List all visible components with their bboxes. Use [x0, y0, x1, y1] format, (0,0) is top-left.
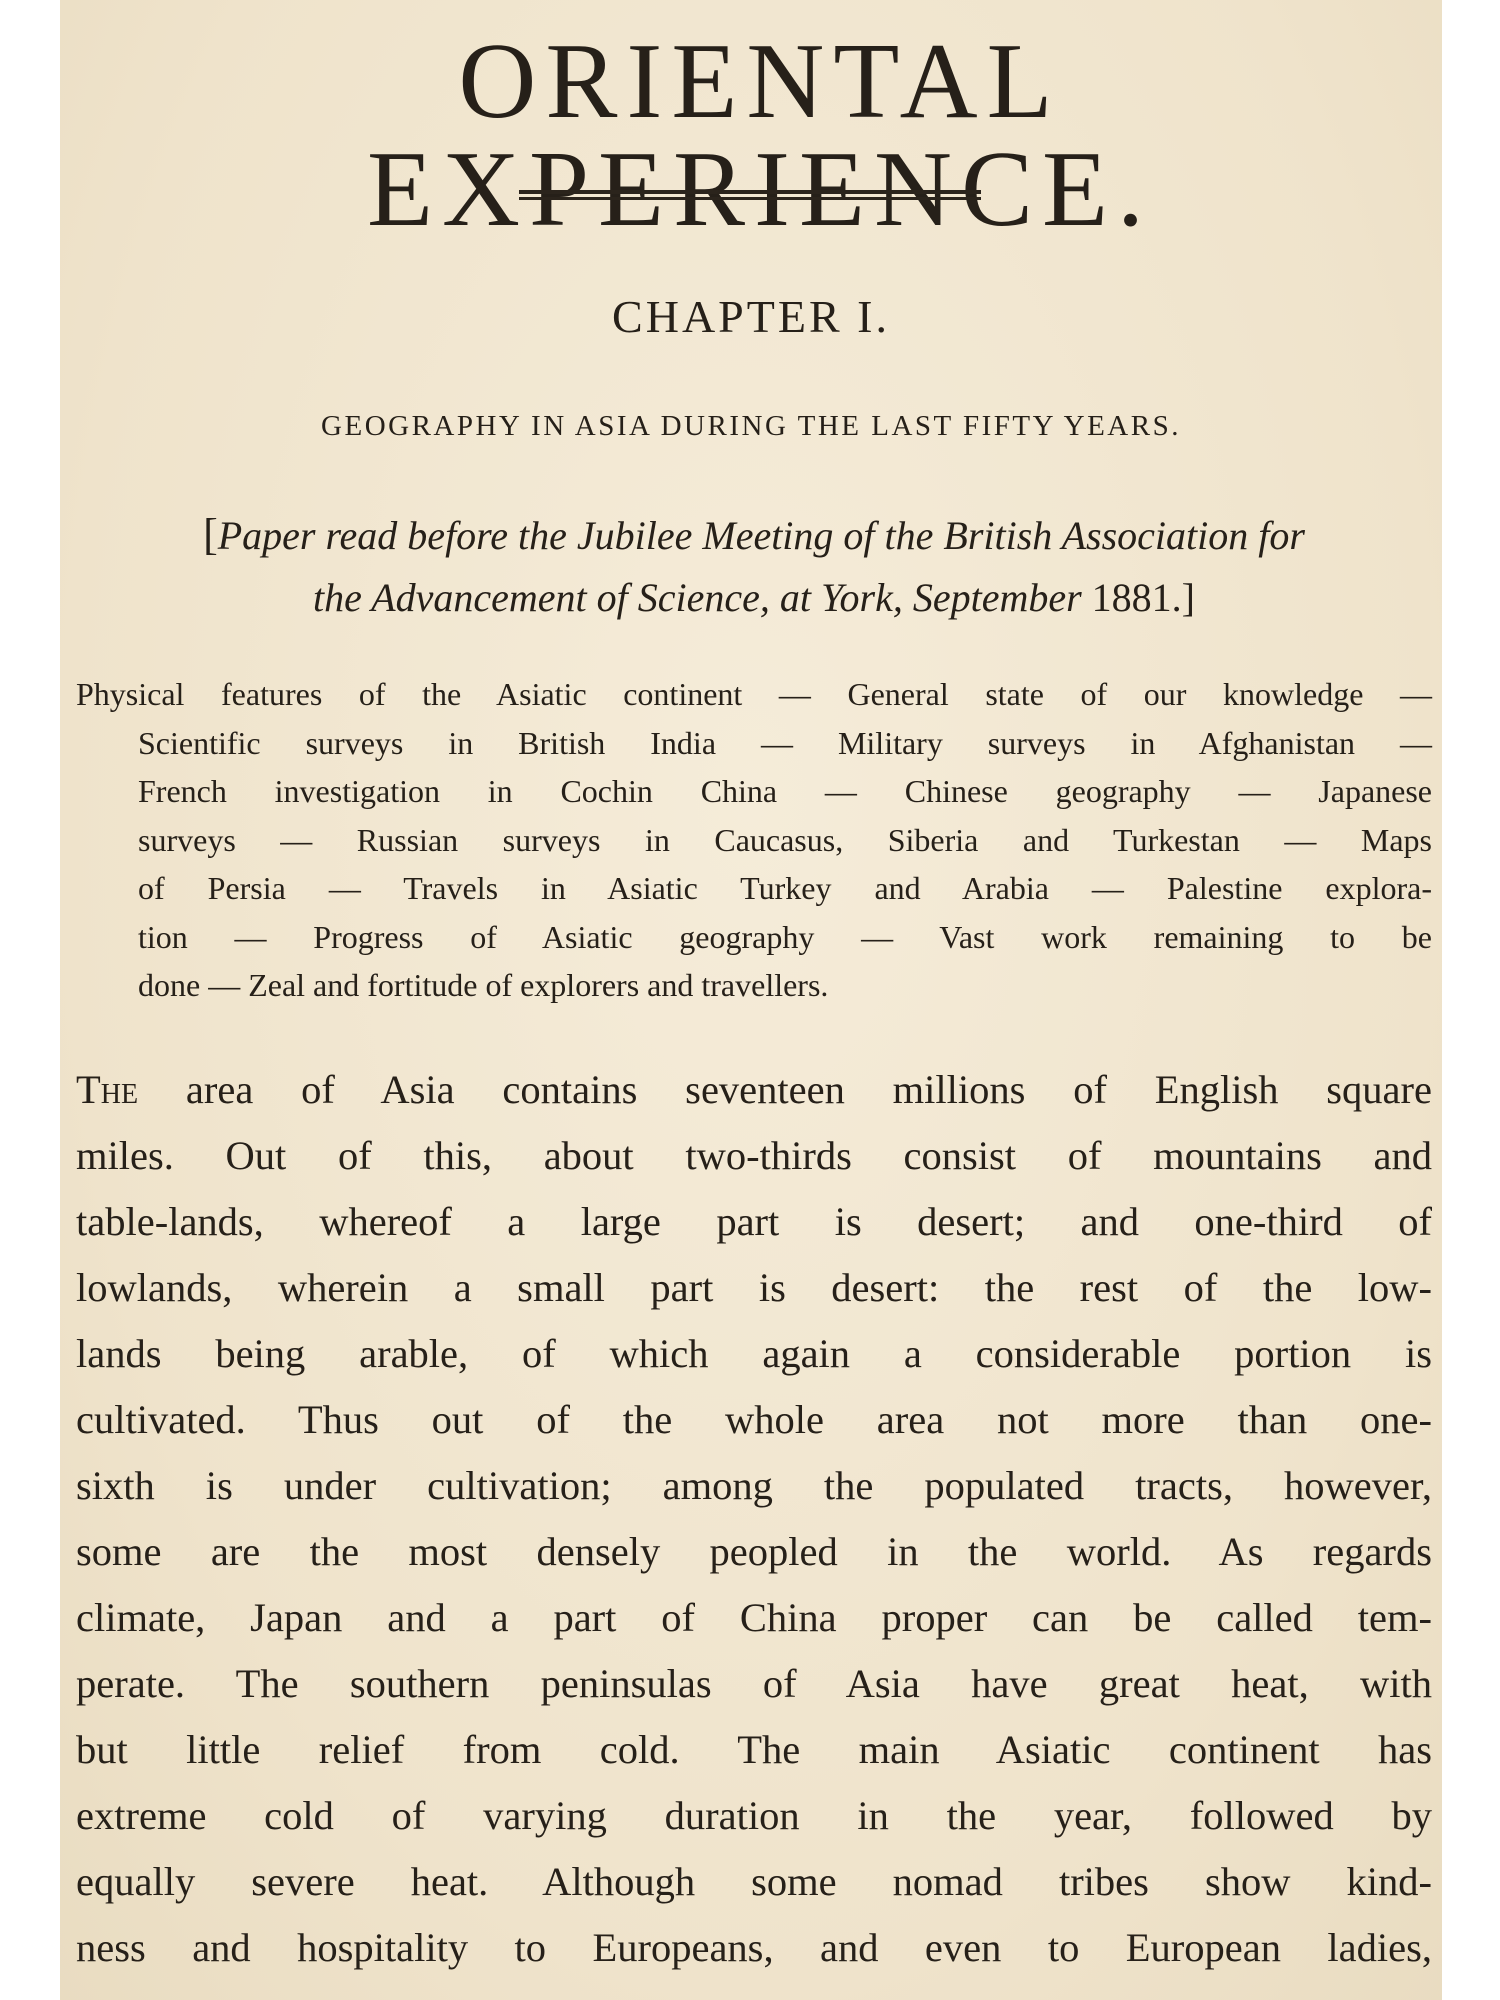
- synopsis-line: done — Zeal and fortitude of explorers and travellers.: [138, 967, 829, 1003]
- synopsis-line: of Persia — Travels in Asiatic Turkey and Arabia — Palestine explora-: [138, 870, 1432, 906]
- body-line: ness and hospitality to Europeans, and even to European ladies,: [76, 1925, 1432, 1970]
- body-line: but little relief from cold. The main Asiatic continent has: [76, 1727, 1432, 1772]
- epigraph-line-1-text: Paper read before the Jubilee Meeting of the British Association for: [217, 513, 1305, 558]
- body-line: equally severe heat. Although some nomad tribes show kind-: [76, 1859, 1432, 1904]
- body-line: perate. The southern peninsulas of Asia have great heat, with: [76, 1661, 1432, 1706]
- body-line: sixth is under cultivation; among the populated tracts, however,: [76, 1463, 1432, 1508]
- book-page: [60, 0, 1442, 2000]
- synopsis-line: tion — Progress of Asiatic geography — Vast work remaining to be: [138, 918, 1432, 955]
- body-line: extreme cold of varying duration in the year, followed by: [76, 1793, 1432, 1838]
- epigraph-line-1: [70, 504, 1438, 567]
- body-paragraph: [76, 1057, 1432, 1981]
- page-title: ORIENTAL EXPERIENCE.: [367, 22, 1153, 249]
- opening-word: The: [76, 1067, 139, 1112]
- body-line: table-lands, whereof a large part is desert; and one-third of: [76, 1199, 1432, 1244]
- chapter-synopsis: [76, 670, 1432, 1010]
- title-double-rule: [519, 190, 981, 200]
- epigraph: [70, 504, 1438, 629]
- synopsis-line: Scientific surveys in British India — Military surveys in Afghanistan —: [138, 724, 1432, 761]
- synopsis-line: surveys — Russian surveys in Caucasus, Siberia and Turkestan — Maps: [138, 821, 1432, 858]
- body-line: lands being arable, of which again a considerable portion is: [76, 1331, 1432, 1376]
- body-line: some are the most densely peopled in the world. As regards: [76, 1529, 1432, 1574]
- synopsis-line: Physical features of the Asiatic continent — General state of our knowledge —: [76, 676, 1432, 712]
- chapter-heading: CHAPTER I.: [612, 291, 890, 342]
- chapter-subtitle: GEOGRAPHY IN ASIA DURING THE LAST FIFTY YEARS.: [321, 410, 1181, 442]
- body-line: cultivated. Thus out of the whole area not more than one-: [76, 1397, 1432, 1442]
- body-line: lowlands, wherein a small part is desert: the rest of the low-: [76, 1265, 1432, 1310]
- synopsis-line: French investigation in Cochin China — Chinese geography — Japanese: [138, 773, 1432, 809]
- body-line: miles. Out of this, about two-thirds consist of mountains and: [76, 1133, 1432, 1178]
- epigraph-line-2: [70, 567, 1438, 629]
- body-line-1-text: area of Asia contains seventeen millions of English square: [138, 1067, 1432, 1112]
- epigraph-open-bracket: [: [203, 510, 218, 559]
- body-line: climate, Japan and a part of China proper can be called tem-: [76, 1595, 1432, 1640]
- epigraph-year: 1881.]: [1091, 575, 1195, 620]
- body-line-1: [76, 1057, 1432, 1123]
- epigraph-line-2-text: the Advancement of Science, at York, September: [313, 575, 1082, 620]
